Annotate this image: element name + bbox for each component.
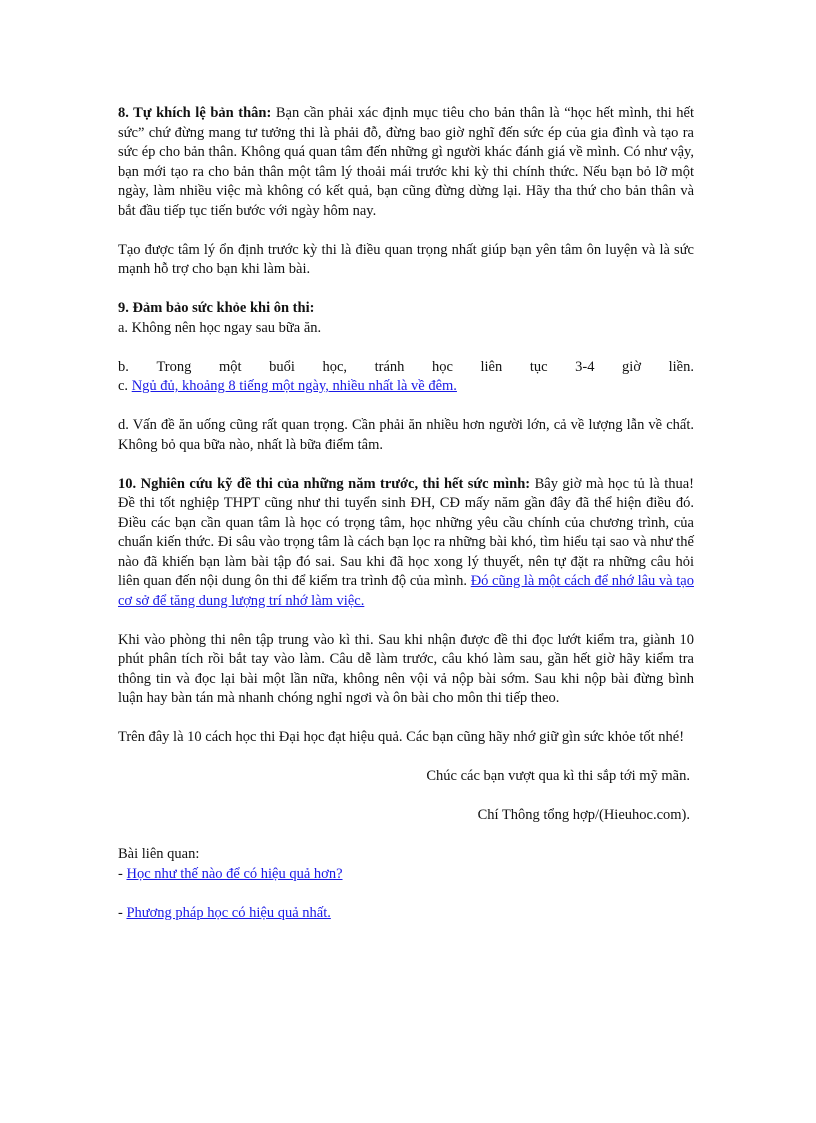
related-label: Bài liên quan: xyxy=(118,846,200,862)
section-8-body: Bạn cần phải xác định mục tiêu cho bản thân là “học hết mình, thi hết sức” chứ đừng mang tư tưởng thi là phải đỗ, đừng bao giờ nghĩ đến sức ép của gia đình và tạo ra sức ép cho bản thân. Không quá quan tâm đến những gì người khác đánh giá về mình. Có như vậy, bạn mới tạo ra cho bản thân một tâm lý thoải mái trước khi kỳ thi chính thức. Nếu bạn bỏ lỡ một ngày, làm nhiều việc mà không có kết quả, bạn cũng đừng dừng lại. Hãy tha thứ cho bản thân và bắt đầu tiếp tục tiến bước với ngày hôm nay. xyxy=(118,105,694,219)
section-10-body: Bây giờ mà học tủ là thua! Đề thi tốt nghiệp THPT cũng như thi tuyển sinh ĐH, CĐ mấy năm gần đây đã thể hiện điều đó. Điều các bạn cần quan tâm là học có trọng tâm, học những yêu cầu chính của chương trình, của chuẩn kiến thức. Đi sâu vào trọng tâm là cách bạn lọc ra những bài khó, tìm hiểu tại sao và như thế nào đã khiến bạn làm bài tập đó sai. Sau khi đã học xong lý thuyết, nên tự đặt ra những câu hỏi liên quan đến nội dung ôn thi để kiểm tra trình độ của mình. xyxy=(118,475,694,589)
section-8-conclusion: Tạo được tâm lý ổn định trước kỳ thi là điều quan trọng nhất giúp bạn yên tâm ôn luyện và là sức mạnh hỗ trợ cho bạn khi làm bài. xyxy=(118,241,694,277)
item-b-word: tục xyxy=(529,358,548,375)
related-dash: - xyxy=(118,904,127,921)
memory-link[interactable]: Đó cũng là một cách để nhớ lâu và tạo cơ sở để tăng dung lượng trí nhớ làm việc. xyxy=(118,573,694,609)
author-credit: Chí Thông tổng hợp/(Hieuhoc.com). xyxy=(477,807,690,823)
item-b-word: giờ xyxy=(622,358,641,375)
section-9-heading-text: 9. Đảm bảo sức khỏe khi ôn thi: xyxy=(118,300,315,316)
section-8 xyxy=(118,104,694,221)
related-dash: - xyxy=(118,865,127,882)
section-10-heading: 10. Nghiên cứu kỹ đề thi của những năm trước, thi hết sức mình: xyxy=(118,475,531,492)
item-c-prefix: c. xyxy=(118,378,132,394)
sleep-link[interactable]: Ngủ đủ, khoảng 8 tiếng một ngày, nhiều nhất là về đêm. xyxy=(131,378,457,394)
item-b-word: 3-4 xyxy=(575,358,595,375)
item-b-word: b. xyxy=(118,358,129,375)
related-item-2 xyxy=(118,904,694,924)
document-page xyxy=(118,104,694,923)
item-b-word: tránh xyxy=(374,358,405,375)
section-10 xyxy=(118,475,694,612)
item-b-word: học, xyxy=(322,358,348,375)
item-b-word: liền. xyxy=(668,358,694,375)
section-9-item-d: d. Vấn đề ăn uống cũng rất quan trọng. Cần phải ăn nhiều hơn người lớn, cả về lượng lẫn về chất. Không bỏ qua bữa nào, nhất là bữa điểm tâm. xyxy=(118,417,694,453)
item-b-word: buổi xyxy=(269,358,295,375)
section-9-item-a: a. Không nên học ngay sau bữa ăn. xyxy=(118,319,322,336)
exam-paragraph: Khi vào phòng thi nên tập trung vào kì thi. Sau khi nhận được đề thi đọc lướt kiểm tra, giành 10 phút phân tích rồi bắt tay vào làm. Câu dễ làm trước, câu khó làm sau, gần hết giờ hãy kiểm tra thông tin và đọc lại bài một lần nữa, không nên vội vả nộp bài sớm. Sau khi nộp bài đừng bình luận hay bàn tán mà nhanh chóng nghỉ ngơi và ôn bài cho môn thi tiếp theo. xyxy=(118,631,694,706)
related-item-1 xyxy=(118,865,694,885)
section-9-heading xyxy=(118,299,694,319)
section-9-item-c xyxy=(118,377,694,397)
item-b-word: liên xyxy=(480,358,503,375)
related-link-1[interactable]: Học như thế nào để có hiệu quả hơn? xyxy=(126,865,343,882)
item-b-word: Trong xyxy=(156,358,192,375)
summary-paragraph: Trên đây là 10 cách học thi Đại học đạt hiệu quả. Các bạn cũng hãy nhớ giữ gìn sức khỏe tốt nhé! xyxy=(118,729,685,745)
closing-wish: Chúc các bạn vượt qua kì thi sắp tới mỹ mãn. xyxy=(426,768,690,784)
related-link-2[interactable]: Phương pháp học có hiệu quả nhất. xyxy=(126,904,331,921)
section-9-item-b xyxy=(118,358,694,378)
section-8-heading: 8. Tự khích lệ bản thân: xyxy=(118,105,272,121)
item-b-word: một xyxy=(218,358,242,375)
item-b-word: học xyxy=(431,358,453,375)
